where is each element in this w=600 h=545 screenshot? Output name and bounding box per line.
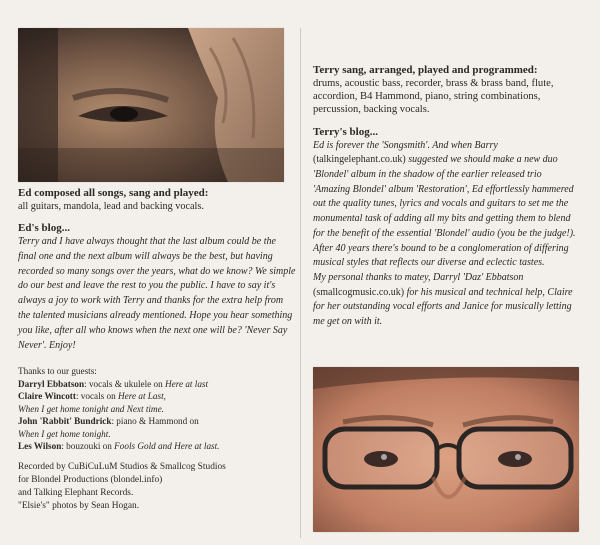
smallcog-website: (smallcogmusic.co.uk) xyxy=(313,286,405,298)
terry-blog-part: My personal thanks to matey, Darryl 'Daz' Ebbatson xyxy=(313,271,524,283)
credit-line: "Elsie's" photos by Sean Hogan. xyxy=(18,500,140,511)
guest-name: Claire Wincott xyxy=(18,391,76,402)
guest-name: Darryl Ebbatson xyxy=(18,378,85,389)
talking-elephant-website: (talkingelephant.co.uk) xyxy=(313,154,406,166)
guest-entry xyxy=(18,390,290,402)
terry-blog-part: suggested we should make a new duo 'Blondel' album in the shadow of the earlier released trio 'Amazing Blondel' album 'Restoration', Ed effortlessly hammered out the quality tunes, lyrics and vocals and guitars to set me the monumental task of adding all my bits and getting them to blend for the benefit of the essential 'Blondel' audio (you be the judge!). After 40 years there's bound to be a conglomeration of differing musical styles that reflects our diverse and eclectic tastes. xyxy=(313,154,576,269)
guest-name: Les Wilson xyxy=(18,440,62,451)
guest-role: : bouzouki on xyxy=(61,440,115,451)
thanks-intro: Thanks to our guests: xyxy=(18,366,97,377)
guest-entry xyxy=(18,415,290,427)
guest-work: Fools Gold and Here at last. xyxy=(114,440,220,451)
credit-line: Recorded by CuBiCuLuM Studios & Smallcog Studios xyxy=(18,462,226,473)
ed-blog-title: Ed's blog... xyxy=(18,222,70,235)
guest-work: Here at last xyxy=(165,378,209,389)
credit-line: and Talking Elephant Records. xyxy=(18,487,134,498)
terry-blog-title: Terry's blog... xyxy=(313,125,378,138)
guest-entry xyxy=(18,378,290,390)
guest-role: : vocals & ukulele on xyxy=(84,378,165,389)
guest-role: : piano & Hammond on xyxy=(111,416,199,427)
guest-role: : vocals on xyxy=(75,391,119,402)
ed-blog-text: Terry and I have always thought that the last album could be the final one and the next album will always be the best, but having recorded so many songs over the years, what do we know? We simple do our best and leave the rest to you the public. I have to say it's always a joy to work with Terry and thanks for the extra help from the talented musicians already mentioned. Hope you hear something you like, after all who knows when the next one will be? 'Never Say Never'. Enjoy! xyxy=(18,236,296,351)
terry-blog-text xyxy=(313,139,579,330)
guest-work-continued: When I get home tonight. xyxy=(18,428,111,439)
guest-work: Here at Last, xyxy=(118,391,166,402)
ed-instruments: all guitars, mandola, lead and backing vocals. xyxy=(18,201,204,212)
guest-work-continued: When I get home tonight and Next time. xyxy=(18,403,164,414)
terry-instruments: drums, acoustic bass, recorder, brass & brass band, flute, accordion, B4 Hammond, piano, string combinations, percussion, backing vocals. xyxy=(313,78,554,116)
terry-face-photo xyxy=(313,367,579,532)
guest-name: John 'Rabbit' Bundrick xyxy=(18,416,112,427)
guest-entry xyxy=(18,440,290,452)
terry-blog-part: Ed is forever the 'Songsmith'. And when Barry xyxy=(313,139,498,151)
recording-credits xyxy=(18,461,290,512)
ed-heading: Ed composed all songs, sang and played: xyxy=(18,187,209,199)
terry-heading: Terry sang, arranged, played and programmed: xyxy=(313,64,538,76)
credit-line: for Blondel Productions (blondel.info) xyxy=(18,475,163,486)
terry-column xyxy=(313,64,579,330)
ed-column xyxy=(18,187,296,513)
column-divider xyxy=(300,28,301,538)
ed-face-photo xyxy=(18,28,284,182)
terry-blog-part: for his musical and technical help, Claire for her outstanding vocal efforts and Janice for musically letting me get on with it. xyxy=(313,286,573,328)
guest-thanks xyxy=(18,365,290,452)
